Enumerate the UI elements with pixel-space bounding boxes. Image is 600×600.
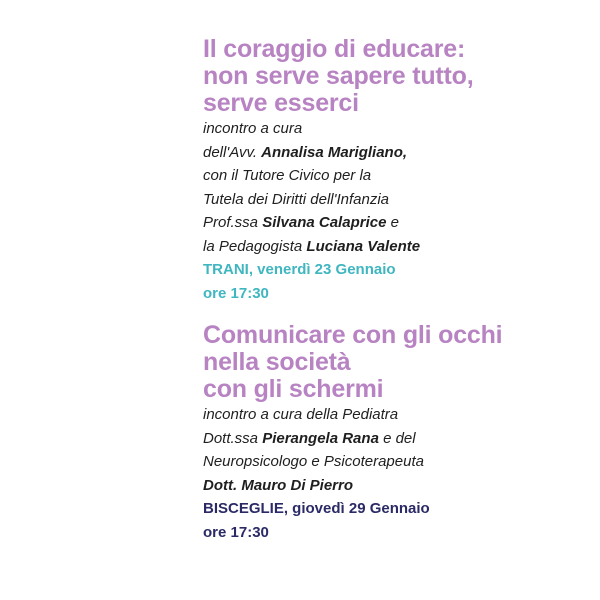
event-bisceglie [203, 322, 593, 545]
speaker-name: Silvana Calaprice [262, 214, 387, 231]
speaker-name: Annalisa Marigliano, [261, 143, 408, 161]
description-text: Dott.ssa [203, 429, 263, 447]
description-text: Prof.ssa [203, 214, 263, 231]
event-title-line: con gli schermi [203, 375, 384, 403]
event-time: ore 17:30 [203, 524, 269, 541]
event-schedule [203, 258, 593, 306]
description-text: e [386, 214, 399, 231]
description-text: incontro a cura [203, 120, 303, 137]
event-title-line: Il coraggio di educare: [203, 35, 466, 63]
event-title [203, 36, 593, 117]
description-line [203, 235, 593, 259]
event-time: ore 17:30 [203, 285, 269, 302]
description-line [203, 164, 593, 188]
event-place-date: BISCEGLIE, giovedì 29 Gennaio [203, 500, 430, 517]
description-line [203, 188, 593, 212]
description-line [203, 403, 593, 427]
description-text: Neuropsicologo e Psicoterapeuta [203, 453, 424, 470]
description-line [203, 427, 593, 451]
description-line [203, 450, 593, 474]
description-text: con il Tutore Civico per la [203, 167, 372, 184]
description-text: incontro a cura della Pediatra [203, 406, 399, 423]
speaker-name: Pierangela Rana [262, 429, 379, 447]
event-trani [203, 36, 593, 306]
description-line [203, 211, 593, 235]
description-line [203, 474, 593, 498]
event-schedule [203, 497, 593, 545]
event-title [203, 322, 593, 403]
event-title-line: nella società [203, 348, 351, 376]
event-title-line: serve esserci [203, 89, 359, 117]
description-text: Tutela dei Diritti dell'Infanzia [203, 190, 390, 208]
event-title-line: non serve sapere tutto, [203, 62, 474, 90]
description-line [203, 117, 593, 141]
event-place-date: TRANI, venerdì 23 Gennaio [203, 261, 396, 278]
description-text: e del [378, 429, 416, 447]
event-description [203, 403, 593, 497]
event-description [203, 117, 593, 258]
speaker-name: Luciana Valente [306, 237, 421, 255]
speaker-name: Dott. Mauro Di Pierro [203, 476, 354, 494]
description-text: dell'Avv. [203, 143, 262, 161]
description-line [203, 141, 593, 165]
description-text: la Pedagogista [203, 237, 307, 255]
event-title-line: Comunicare con gli occhi [203, 321, 503, 349]
